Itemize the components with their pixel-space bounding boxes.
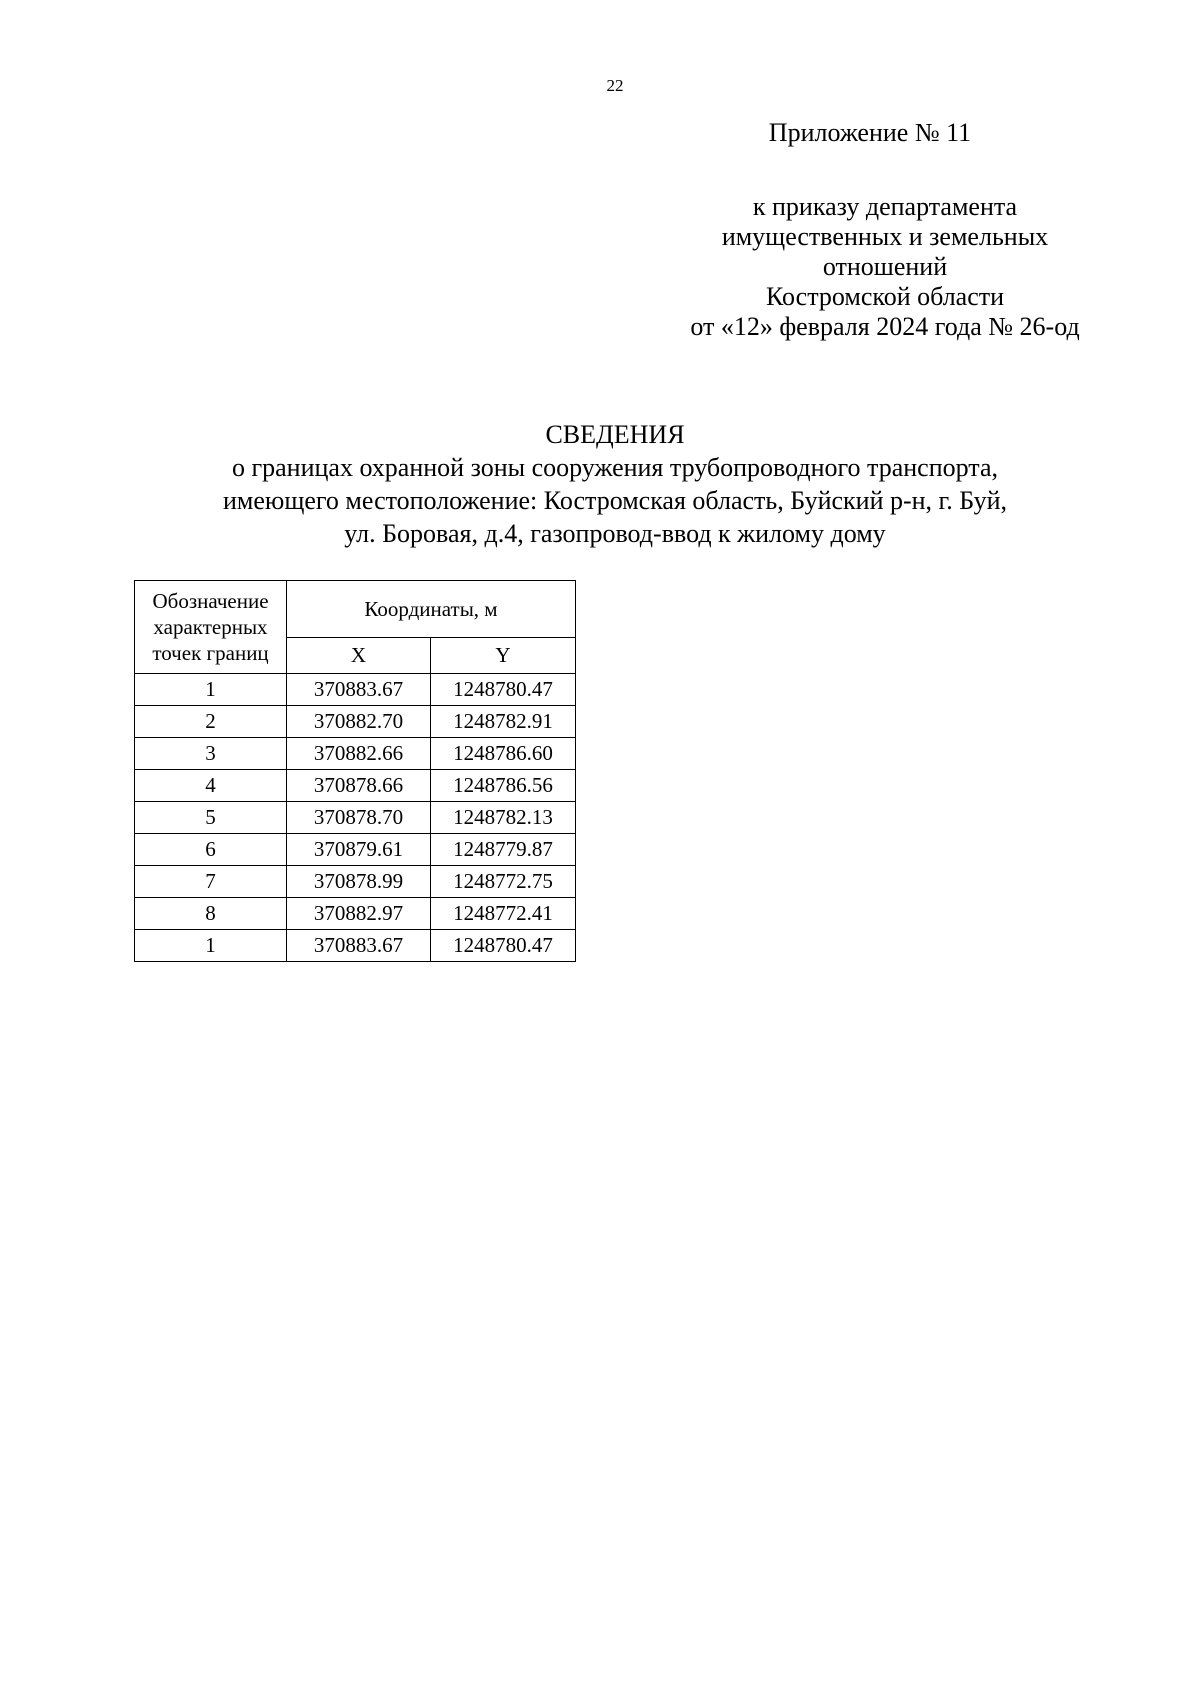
annex-line: имущественных и земельных [721, 222, 1049, 251]
document-title: СВЕДЕНИЯ [545, 420, 685, 449]
x-coordinate-cell: 370878.66 [287, 770, 431, 802]
annex-details [540, 192, 1200, 342]
table-row [135, 866, 576, 898]
x-coordinate-cell: 370882.66 [287, 738, 431, 770]
y-coordinate-cell: 1248782.13 [431, 802, 576, 834]
point-cell: 7 [135, 866, 287, 898]
x-coordinate-cell: 370878.99 [287, 866, 431, 898]
coordinates-column-header: Координаты, м [287, 581, 576, 638]
point-cell: 1 [135, 930, 287, 962]
table-row [135, 930, 576, 962]
annex-title: Приложение № 11 [768, 118, 972, 147]
table-row [135, 706, 576, 738]
y-coordinate-cell: 1248786.56 [431, 770, 576, 802]
table-row [135, 898, 576, 930]
y-coordinate-cell: 1248780.47 [431, 674, 576, 706]
y-coordinate-cell: 1248780.47 [431, 930, 576, 962]
point-header-line: точек границ [152, 641, 269, 665]
point-cell: 2 [135, 706, 287, 738]
page-number: 22 [606, 76, 624, 95]
table-row [135, 802, 576, 834]
table-row [135, 738, 576, 770]
y-coordinate-cell: 1248772.75 [431, 866, 576, 898]
x-coordinate-cell: 370879.61 [287, 834, 431, 866]
x-coordinate-cell: 370878.70 [287, 802, 431, 834]
document-heading [0, 418, 1200, 550]
table-row [135, 834, 576, 866]
coordinates-table [134, 580, 576, 962]
point-cell: 8 [135, 898, 287, 930]
table-row [135, 674, 576, 706]
point-cell: 4 [135, 770, 287, 802]
y-coordinate-cell: 1248782.91 [431, 706, 576, 738]
annex-line: отношений [822, 252, 948, 281]
x-column-header: X [287, 638, 431, 674]
y-coordinate-cell: 1248772.41 [431, 898, 576, 930]
point-header-line: характерных [153, 615, 268, 639]
y-column-header: Y [431, 638, 576, 674]
point-cell: 5 [135, 802, 287, 834]
annex-line: Костромской области [765, 282, 1005, 311]
point-cell: 3 [135, 738, 287, 770]
point-column-header [135, 581, 287, 674]
table-row [135, 770, 576, 802]
heading-line: имеющего местоположение: Костромская область, Буйский р-н, г. Буй, [223, 486, 1007, 515]
y-coordinate-cell: 1248779.87 [431, 834, 576, 866]
y-coordinate-cell: 1248786.60 [431, 738, 576, 770]
heading-line: ул. Боровая, д.4, газопровод-ввод к жилому дому [344, 519, 886, 548]
annex-line: от «12» февраля 2024 года № 26-од [690, 312, 1080, 341]
heading-line: о границах охранной зоны сооружения трубопроводного транспорта, [231, 453, 999, 482]
point-cell: 1 [135, 674, 287, 706]
x-coordinate-cell: 370883.67 [287, 674, 431, 706]
annex-line: к приказу департамента [752, 192, 1018, 221]
coordinates-table-body [135, 674, 576, 962]
x-coordinate-cell: 370882.70 [287, 706, 431, 738]
point-cell: 6 [135, 834, 287, 866]
point-header-line: Обозначение [152, 589, 269, 613]
x-coordinate-cell: 370882.97 [287, 898, 431, 930]
x-coordinate-cell: 370883.67 [287, 930, 431, 962]
